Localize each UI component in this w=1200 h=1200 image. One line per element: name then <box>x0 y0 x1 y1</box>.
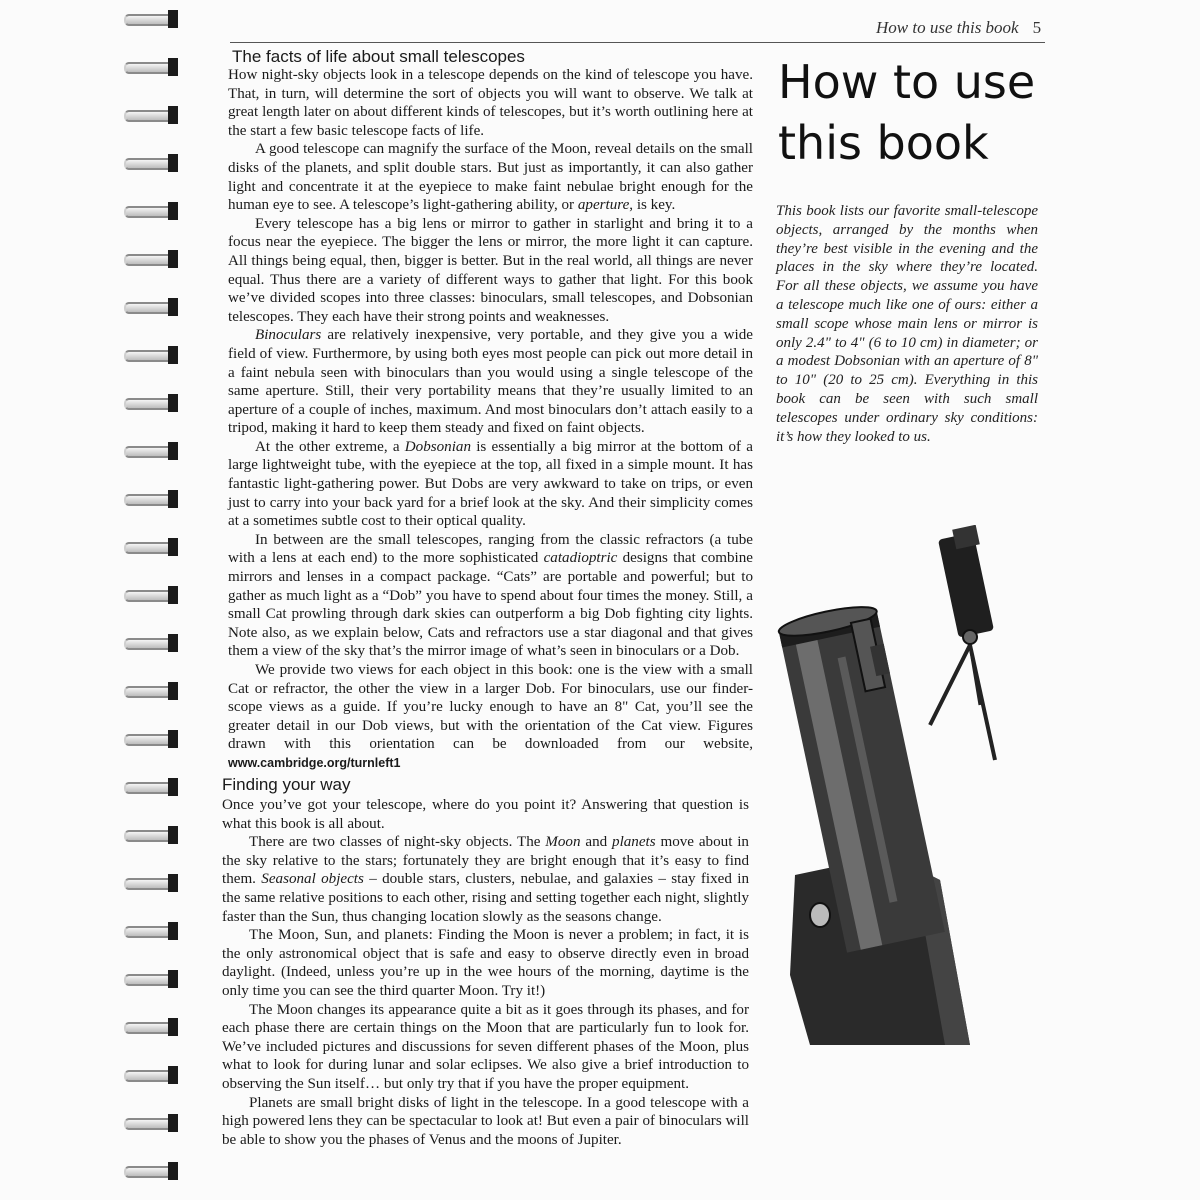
paragraph: The Moon changes its appearance quite a bit as it goes through its phases, and for each phase there are certain things on the Moon that are particularly fun to look for. We’ve included pictures and discussions for seven different phases of the Moon, plus what to look for during lunar and solar eclipses. We also give a brief introduction to observing the Sun itself… but only try that if you have the proper equipment. <box>222 1001 749 1092</box>
paragraph: Planets are small bright disks of light in the telescope. In a good telescope with a high powered lens they can be spectacular to look at! But even a pair of binoculars will be able to show you the phases of Venus and the moons of Jupiter. <box>222 1094 749 1148</box>
paragraph: There are two classes of night-sky objects. The Moon and planets move about in the sky relative to the stars; fortunately they are bright enough that it’s easy to find them. Seasonal objects – double stars, clusters, nebulae, and galaxies – stay fixed in the same relative positions to each other, rising and setting together each night, slightly faster than the Sun, thus changing location slowly as the seasons change. <box>222 834 749 925</box>
header-section-title: How to use this book <box>876 18 1019 37</box>
spiral-coil <box>118 346 190 366</box>
spiral-coil <box>118 538 190 558</box>
spiral-coil <box>118 586 190 606</box>
section-heading-finding-way: Finding your way <box>222 775 351 794</box>
spiral-coil <box>118 250 190 270</box>
spiral-coil <box>118 298 190 318</box>
spiral-coil <box>118 826 190 846</box>
spiral-coil <box>118 1066 190 1086</box>
chapter-intro: This book lists our favorite small-telescope objects, arranged by the months when they’re best visible in the evening and the places in the sky where they’re located. For all these objects, we assume you have a telescope much like one of ours: either a small scope whose main lens or mirror is only 2.4" to 4" (6 to 10 cm) in diameter; or a modest Dobsonian with an aperture of 8" to 10" (20 to 25 cm). Everything in this book can be seen with such small telescopes under ordinary sky conditions: it’s how they looked to us. <box>776 203 1038 445</box>
paragraph: Every telescope has a big lens or mirror to gather in starlight and bring it to a focus near the eyepiece. The bigger the lens or mirror, the more light it can capture. All things being equal, then, bigger is better. But in the real world, all things are never equal. Thus there are a variety of different ways to gather that light. For this book we’ve divided scopes into three classes: binoculars, small telescopes, and Dobsonian telescopes. They each have their strong points and weaknesses. <box>228 215 753 325</box>
spiral-coil <box>118 490 190 510</box>
spiral-coil <box>118 1018 190 1038</box>
paragraph: In between are the small telescopes, ranging from the classic refractors (a tube with a lens at each end) to the more sophisticated catadioptric designs that combine mirrors and lenses in a compact package. “Cats” are portable and powerful; but to gather as much light as a “Dob” you have to spend about four times the money. Still, a small Cat prowling through dark skies can outperform a big Dob fighting city lights. Note also, as we explain below, Cats and refractors use a star diagonal and that gives them a view of the sky that’s the mirror image of what’s seen in binoculars or a Dob. <box>228 531 753 660</box>
paragraph: Once you’ve got your telescope, where do you point it? Answering that question is what this book is all about. <box>222 797 749 832</box>
spiral-coil <box>118 730 190 750</box>
section-heading-telescopes: The facts of life about small telescopes <box>232 47 525 66</box>
spiral-coil <box>118 874 190 894</box>
spiral-coil <box>118 154 190 174</box>
spiral-coil <box>118 106 190 126</box>
spiral-coil <box>118 1114 190 1134</box>
paragraph: Binoculars are relatively inexpensive, very portable, and they give you a wide field of view. Furthermore, by using both eyes most people can pick out more detail in a faint nebula seen with binoculars than you would using a single telescope of the same aperture. Still, their very portability means that they’re usually limited to an aperture of a couple of inches, maximum. And most binoculars don’t attach easily to a tripod, making it hard to keep them steady and fixed on faint objects. <box>228 327 753 437</box>
paragraph: We provide two views for each object in this book: one is the view with a small Cat or refractor, the other the view in a larger Dob. For binoculars, use our finder-scope views as a guide. If you’re lucky enough to have an 8" Cat, you’ll see the greater detail in our Dob views, but with the orientation of the Cat view. Figures drawn with this orientation can be downloaded from our website, www.cambridge.org/turnleft1 <box>228 662 753 770</box>
spiral-coil <box>118 970 190 990</box>
website-link[interactable]: www.cambridge.org/turnleft1 <box>228 755 401 770</box>
spiral-coil <box>118 10 190 30</box>
paragraph: How night-sky objects look in a telescope depends on the kind of telescope you have. That, in turn, will determine the sort of objects you will want to observe. We talk at great length later on about different kinds of telescopes, but it’s worth outlining here at the start a few basic telescope facts of life. <box>228 67 753 139</box>
dobsonian-telescope-illustration <box>770 525 1030 1050</box>
spiral-coil <box>118 634 190 654</box>
chapter-title-line-2: this book <box>778 116 989 170</box>
spiral-coil <box>118 922 190 942</box>
paragraph: At the other extreme, a Dobsonian is essentially a big mirror at the bottom of a large lightweight tube, with the eyepiece at the top, all fixed in a simple mount. It has fantastic light-gathering power. But Dobs are very awkward to take on trips, or even just to carry into your back yard for a brief look at the sky. And their simplicity comes at a sometimes subtle cost to their optical quality. <box>228 438 753 530</box>
header-rule <box>230 42 1045 43</box>
chapter-title <box>778 52 1035 174</box>
spiral-coil <box>118 394 190 414</box>
spiral-coil <box>118 202 190 222</box>
chapter-title-line-1: How to use <box>778 55 1036 109</box>
spiral-coil <box>118 58 190 78</box>
paragraph: The Moon, Sun, and planets: Finding the Moon is never a problem; in fact, it is the only astronomical object that is safe and easy to observe directly even in broad daylight. (Indeed, unless you’re up in the wee hours of the morning, daytime is the only time you can see the third quarter Moon. Try it!) <box>222 927 749 999</box>
body-column-telescopes <box>228 66 753 773</box>
paragraph: A good telescope can magnify the surface of the Moon, reveal details on the small disks of the planets, and split double stars. But just as importantly, it can also gather light and concentrate it at the eyepiece to make faint nebulae bright enough for the human eye to see. A telescope’s light-gathering ability, or aperture, is key. <box>228 141 753 214</box>
spiral-coil <box>118 682 190 702</box>
spiral-coil <box>118 778 190 798</box>
spiral-binding <box>118 0 193 1200</box>
spiral-coil <box>118 442 190 462</box>
page-number: 5 <box>1032 18 1042 37</box>
running-header <box>876 18 1041 38</box>
body-column-finding-way <box>222 796 749 1149</box>
spiral-coil <box>118 1162 190 1182</box>
